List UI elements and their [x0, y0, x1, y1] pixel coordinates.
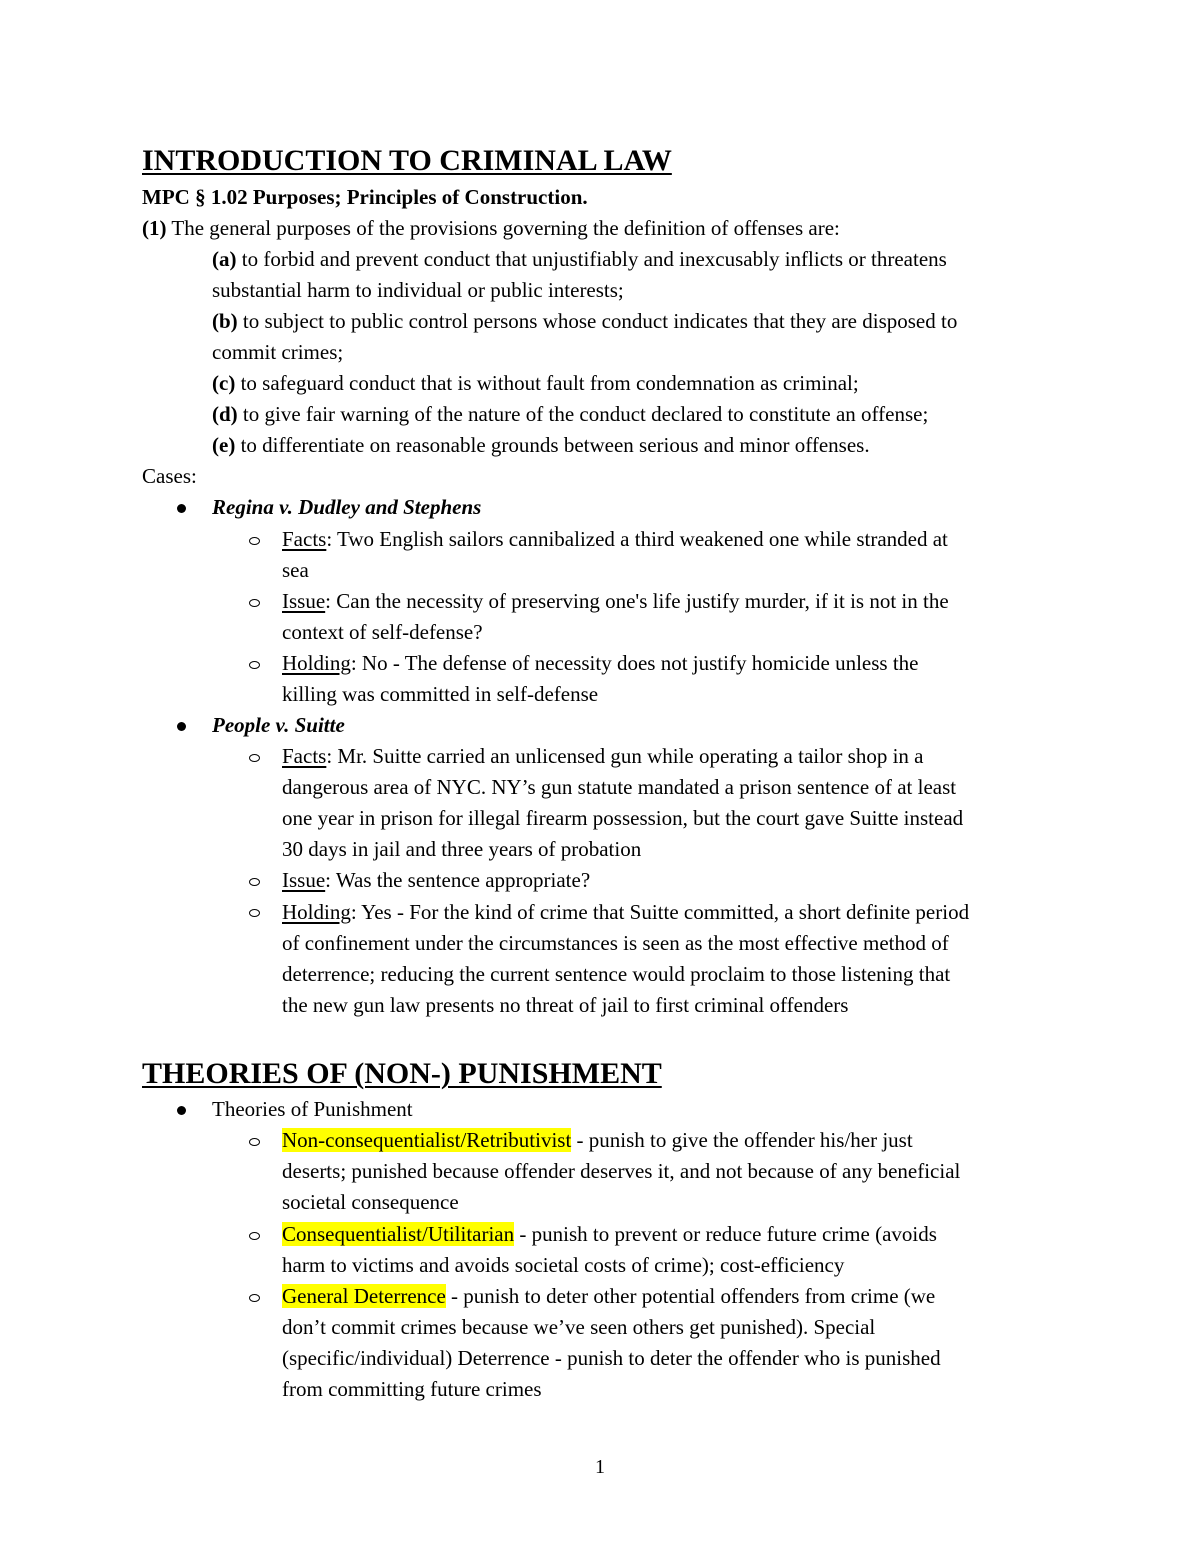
theory-2-line-1 — [282, 1219, 937, 1250]
case-2-issue-line-1 — [282, 865, 590, 896]
theories-label: Theories of Punishment — [212, 1097, 413, 1121]
purpose-e-text: to differentiate on reasonable grounds between serious and minor offenses. — [235, 433, 870, 457]
case-1-issue-line-1 — [282, 586, 949, 617]
purpose-d-label: (d) — [212, 402, 238, 426]
case-2-facts-line-3: one year in prison for illegal firearm possession, but the court gave Suitte instead — [282, 806, 964, 830]
theory-1-term: Non-consequentialist/Retributivist — [282, 1128, 572, 1152]
case-2-facts-line-2: dangerous area of NYC. NY’s gun statute mandated a prison sentence of at least — [282, 775, 957, 799]
purpose-a-text: to forbid and prevent conduct that unjustifiably and inexcusably inflicts or threatens — [236, 247, 947, 271]
case-1-holding-text: : No - The defense of necessity does not justify homicide unless the — [350, 651, 919, 675]
case-2-holding-text: : Yes - For the kind of crime that Suitte committed, a short definite period — [350, 900, 970, 924]
case-2-issue-label: Issue — [282, 868, 326, 892]
case-2-facts-label: Facts — [282, 744, 327, 768]
theory-3-line-1 — [282, 1281, 935, 1312]
purpose-1 — [142, 213, 840, 244]
theory-3-text: - punish to deter other potential offenders from crime (we — [445, 1284, 936, 1308]
purpose-e — [212, 430, 870, 461]
theory-2-line-2: harm to victims and avoids societal costs of crime); cost-efficiency — [282, 1253, 845, 1277]
purpose-b-line-1 — [212, 306, 957, 337]
case-1-issue-text: : Can the necessity of preserving one's life justify murder, if it is not in the — [325, 589, 949, 613]
heading-intro: INTRODUCTION TO CRIMINAL LAW — [142, 144, 672, 177]
circle-bullet-icon — [249, 1232, 260, 1240]
case-2-issue-text: : Was the sentence appropriate? — [325, 868, 591, 892]
purpose-c — [212, 368, 859, 399]
purpose-a-label: (a) — [212, 247, 237, 271]
case-1-holding-line-1 — [282, 648, 919, 679]
case-2-holding-label: Holding — [282, 900, 351, 924]
purpose-e-label: (e) — [212, 433, 236, 457]
theory-2-text: - punish to prevent or reduce future crime (avoids — [514, 1222, 937, 1246]
theory-1-line-3: societal consequence — [282, 1190, 459, 1214]
case-1-facts-line-1 — [282, 524, 948, 555]
theory-2-term: Consequentialist/Utilitarian — [282, 1222, 515, 1246]
theory-3-line-4: from committing future crimes — [282, 1377, 542, 1401]
purpose-b-label: (b) — [212, 309, 238, 333]
case-1-issue-line-2: context of self-defense? — [282, 620, 483, 644]
purpose-a-line-2: substantial harm to individual or public interests; — [212, 278, 624, 302]
theory-3-term: General Deterrence — [282, 1284, 446, 1308]
purpose-d — [212, 399, 928, 430]
case-2-holding-line-3: deterrence; reducing the current sentence would proclaim to those listening that — [282, 962, 951, 986]
purpose-a-line-1 — [212, 244, 947, 275]
case-1-facts-label: Facts — [282, 527, 327, 551]
circle-bullet-icon — [249, 909, 260, 917]
bullet-icon — [177, 504, 186, 513]
purpose-d-text: to give fair warning of the nature of the conduct declared to constitute an offense; — [237, 402, 929, 426]
case-1-facts-line-2: sea — [282, 558, 309, 582]
theory-3-line-2: don’t commit crimes because we’ve seen others get punished). Special — [282, 1315, 876, 1339]
circle-bullet-icon — [249, 754, 260, 762]
purpose-c-text: to safeguard conduct that is without fault from condemnation as criminal; — [235, 371, 859, 395]
case-2-facts-line-4: 30 days in jail and three years of probation — [282, 837, 642, 861]
case-1-holding-label: Holding — [282, 651, 351, 675]
theory-3-line-3: (specific/individual) Deterrence - punish to deter the offender who is punished — [282, 1346, 941, 1370]
theory-1-line-1 — [282, 1125, 913, 1156]
circle-bullet-icon — [249, 1138, 260, 1146]
circle-bullet-icon — [249, 1294, 260, 1302]
theory-1-text: - punish to give the offender his/her just — [571, 1128, 913, 1152]
case-1-facts-text: : Two English sailors cannibalized a third weakened one while stranded at — [326, 527, 948, 551]
case-2-holding-line-1 — [282, 897, 969, 928]
cases-label: Cases: — [142, 464, 197, 488]
purpose-1-text: The general purposes of the provisions governing the definition of offenses are: — [166, 216, 840, 240]
circle-bullet-icon — [249, 878, 260, 886]
case-2-holding-line-4: the new gun law presents no threat of jail to first criminal offenders — [282, 993, 849, 1017]
case-1-name: Regina v. Dudley and Stephens — [212, 495, 482, 519]
purpose-c-label: (c) — [212, 371, 236, 395]
purpose-1-label: (1) — [142, 216, 167, 240]
case-2-name: People v. Suitte — [212, 713, 345, 737]
purpose-b-text: to subject to public control persons whose conduct indicates that they are disposed to — [237, 309, 958, 333]
page-number: 1 — [595, 1456, 605, 1478]
case-2-facts-line-1 — [282, 741, 924, 772]
heading-theories: THEORIES OF (NON-) PUNISHMENT — [142, 1057, 662, 1090]
mpc-title: MPC § 1.02 Purposes; Principles of Construction. — [142, 185, 588, 209]
case-2-holding-line-2: of confinement under the circumstances is seen as the most effective method of — [282, 931, 949, 955]
circle-bullet-icon — [249, 661, 260, 669]
case-1-holding-line-2: killing was committed in self-defense — [282, 682, 599, 706]
case-1-issue-label: Issue — [282, 589, 326, 613]
theory-1-line-2: deserts; punished because offender deserves it, and not because of any beneficial — [282, 1159, 961, 1183]
circle-bullet-icon — [249, 599, 260, 607]
bullet-icon — [177, 722, 186, 731]
circle-bullet-icon — [249, 537, 260, 545]
case-2-facts-text: : Mr. Suitte carried an unlicensed gun while operating a tailor shop in a — [326, 744, 924, 768]
bullet-icon — [177, 1106, 186, 1115]
purpose-b-line-2: commit crimes; — [212, 340, 344, 364]
